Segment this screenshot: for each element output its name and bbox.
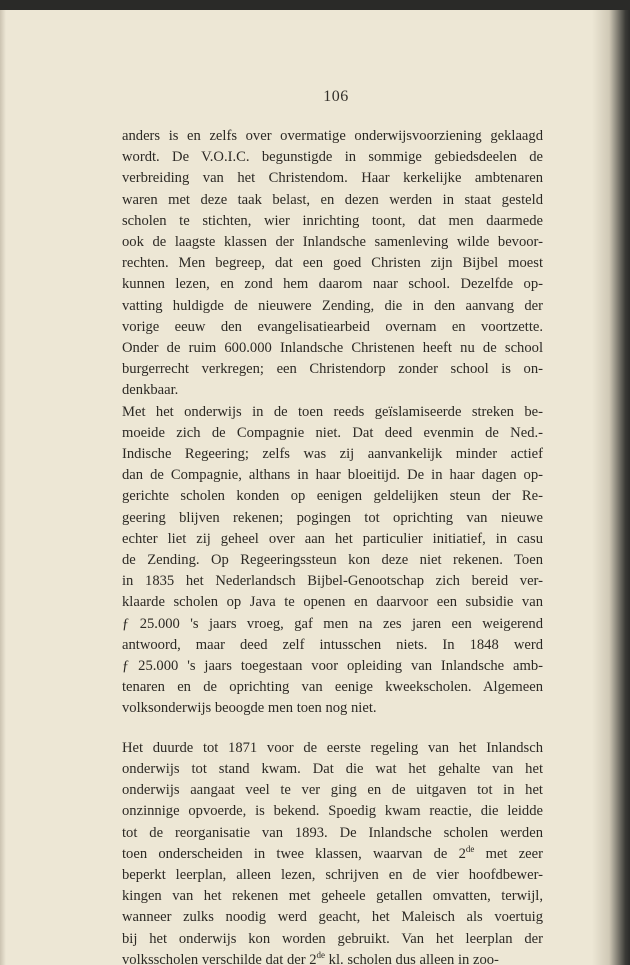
text-line: denkbaar. (122, 382, 179, 399)
text-line: klaarde scholen op Java te openen en daarvoor een subsidie van (122, 594, 543, 611)
text-line: geering blijven rekenen; pogingen tot oprichting van nieuwe (122, 509, 543, 526)
text-line: vorige eeuw den evangelisatiearbeid overnam en voortzette. (122, 318, 543, 335)
text-line: anders is en zelfs over overmatige onderwijsvoorziening geklaagd (122, 128, 543, 144)
text-line: ƒ 25.000 's jaars vroeg, gaf men na zes jaren een weigerend (122, 615, 543, 632)
text-line: scholen te stichten, wier inrichting toont, dat men daarmede (122, 212, 543, 229)
text-line: Het duurde tot 1871 voor de eerste regeling van het Inlandsch (122, 739, 543, 756)
text-line: antwoord, maar deed zelf intusschen niets. In 1848 werd (122, 636, 543, 653)
text-line: rechten. Men begreep, dat een goed Christen zijn Bijbel moest (122, 255, 543, 272)
page-left-edge (0, 10, 6, 965)
text-line: kunnen lezen, en zond hem daarom naar school. Dezelfde op- (122, 276, 543, 293)
text-line: wordt. De V.O.I.C. begunstigde in sommige gebiedsdeelen de (122, 149, 543, 166)
body-text (122, 126, 543, 965)
text-line: ƒ 25.000 's jaars toegestaan voor opleiding van Inlandsche amb- (122, 658, 543, 675)
text-line: moeide zich de Compagnie niet. Dat deed evenmin de Ned.- (122, 424, 543, 441)
text-line: wanneer zulks noodig werd geacht, het Maleisch als voertuig (122, 909, 543, 926)
text-line: burgerrecht verkregen; een Christendorp zonder school is on- (122, 361, 543, 378)
paragraph-3 (122, 738, 543, 965)
text-line: toen onderscheiden in twee klassen, waarvan de 2de met zeer (122, 843, 543, 862)
text-line: volksonderwijs beoogde men toen nog niet. (122, 700, 377, 717)
text-line: echter liet zij geheel over aan het particulier initiatief, in casu (122, 530, 543, 547)
text-line: in 1835 het Nederlandsch Bijbel-Genootschap zich bereid ver- (122, 573, 543, 590)
text-line: verbreiding van het Christendom. Haar kerkelijke ambtenaren (122, 170, 543, 187)
binding-shadow (592, 10, 630, 965)
scan-top-border (0, 0, 630, 10)
text-line: volksscholen verschilde dat der 2de kl. scholen dus alleen in zoo- (122, 949, 499, 965)
page-number: 106 (323, 88, 349, 105)
text-line: tenaren en de oprichting van eenige kweekscholen. Algemeen (122, 679, 543, 696)
text-line: Met het onderwijs in de toen reeds geïslamiseerde streken be- (122, 403, 543, 420)
text-line: Onder de ruim 600.000 Inlandsche Christenen heeft nu de school (122, 340, 543, 357)
text-line: dan de Compagnie, althans in haar bloeitijd. De in haar dagen op- (122, 467, 543, 484)
paragraph-1 (122, 126, 543, 402)
text-line: gerichte scholen konden op eenigen geldelijken steun der Re- (122, 488, 543, 505)
text-line: ook de laagste klassen der Inlandsche samenleving wilde bevoor- (122, 234, 543, 251)
text-line: kingen van het rekenen met geheele getallen omvatten, terwijl, (122, 888, 543, 905)
paragraph-2 (122, 402, 543, 720)
text-line: bij het onderwijs kon worden gebruikt. Van het leerplan der (122, 930, 543, 947)
text-line: onderwijs aangaat veel te ver ging en de uitgaven tot in het (122, 782, 543, 799)
text-line: onzinnige opvoerde, is bekend. Spoedig kwam reactie, die leidde (122, 803, 543, 820)
text-line: tot de reorganisatie van 1893. De Inlandsche scholen werden (122, 824, 543, 841)
text-line: vatting huldigde de nieuwere Zending, die in den aanvang der (122, 297, 543, 314)
text-line: onderwijs tot stand kwam. Dat die wat het gehalte van het (122, 760, 543, 777)
text-line: Indische Regeering; zelfs was zij aanvankelijk minder actief (122, 446, 543, 463)
text-line: de Zending. Op Regeeringssteun kon deze niet rekenen. Toen (122, 552, 543, 569)
text-line: waren met deze taak belast, en dezen werden in staat gesteld (122, 191, 543, 208)
text-line: beperkt leerplan, alleen lezen, schrijven en de vier hoofdbewer- (122, 866, 543, 883)
